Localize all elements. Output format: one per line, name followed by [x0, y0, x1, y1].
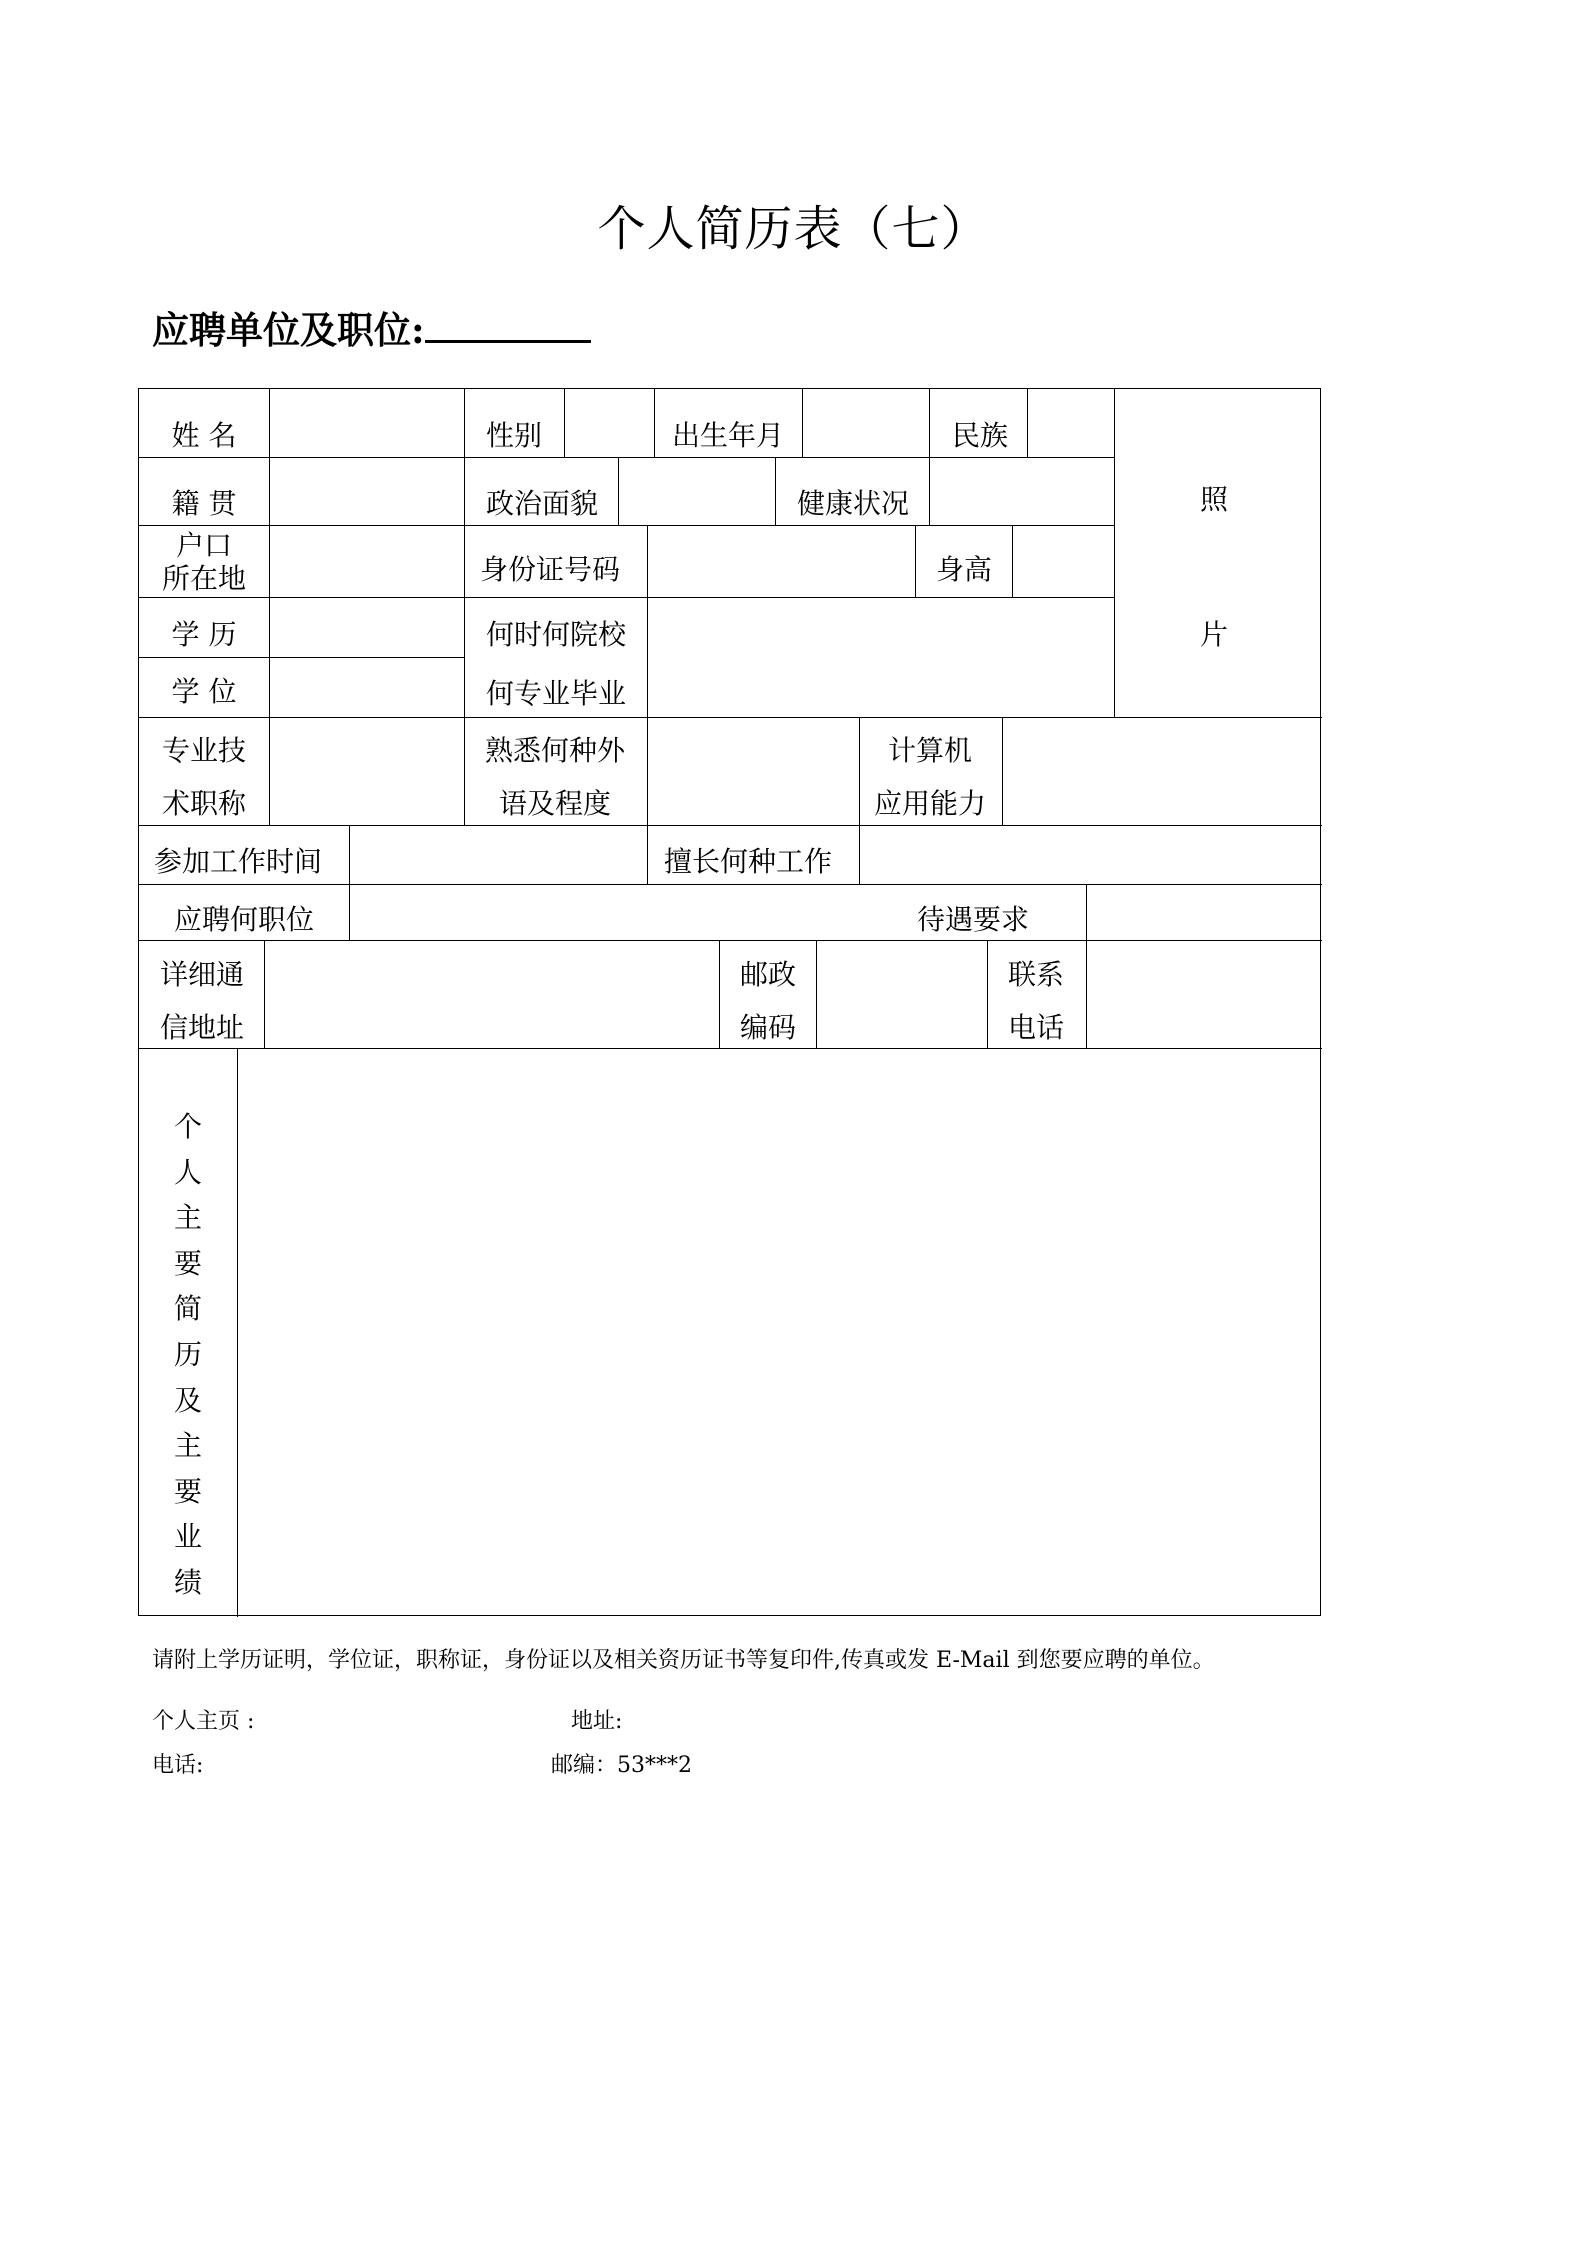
footer-homepage: 个人主页 :: [152, 1709, 255, 1734]
label-work-start: 参加工作时间: [154, 845, 323, 878]
ethnicity-field[interactable]: [1028, 390, 1113, 456]
col-divider: [647, 825, 648, 884]
footer-postcode: 邮编：53***2: [551, 1753, 692, 1778]
political-status-field[interactable]: [619, 458, 774, 524]
label-postal-1: 邮政: [739, 958, 797, 991]
col-divider: [719, 940, 720, 1048]
label-height: 身高: [936, 553, 993, 586]
contact-phone-field[interactable]: [1087, 941, 1320, 1047]
label-specialty: 擅长何种工作: [664, 845, 833, 878]
specialty-field[interactable]: [860, 826, 1320, 883]
label-address-2: 信地址: [159, 1011, 245, 1044]
label-gender: 性别: [486, 419, 543, 452]
label-photo-1: 照: [1199, 483, 1229, 516]
label-hukou-1: 户口: [175, 529, 233, 562]
label-language-1: 熟悉何种外: [484, 734, 626, 767]
resume-label-char: 主: [173, 1429, 202, 1463]
resume-label-char: 要: [173, 1474, 202, 1508]
label-school-1: 何时何院校: [486, 618, 627, 651]
page-title: 个人简历表（七）: [597, 201, 990, 257]
label-ethnicity: 民族: [952, 419, 1009, 452]
col-divider: [775, 457, 776, 525]
resume-label-char: 个: [173, 1110, 202, 1143]
applied-position-blank[interactable]: [425, 304, 591, 343]
resume-content-field[interactable]: [238, 1049, 1320, 1615]
height-field[interactable]: [1013, 526, 1113, 596]
label-hukou-2: 所在地: [161, 562, 247, 595]
resume-label-char: 主: [173, 1201, 202, 1235]
label-name: 姓 名: [171, 419, 237, 452]
label-resume-achievements: [168, 1104, 208, 1606]
label-salary: 待遇要求: [917, 903, 1030, 936]
language-field[interactable]: [648, 718, 858, 824]
label-computer-1: 计算机: [887, 734, 973, 767]
label-native-place: 籍 贯: [171, 487, 237, 520]
label-contact-2: 电话: [1007, 1011, 1065, 1044]
resume-form: [138, 388, 1321, 1616]
col-divider: [987, 940, 988, 1048]
work-start-field[interactable]: [350, 826, 646, 883]
native-place-field[interactable]: [270, 458, 463, 524]
resume-label-char: 历: [173, 1337, 202, 1371]
label-postal-2: 编码: [739, 1011, 797, 1044]
label-health: 健康状况: [797, 487, 910, 520]
degree-field[interactable]: [270, 658, 463, 716]
footer-phone: 电话:: [152, 1753, 204, 1778]
resume-label-char: 绩: [173, 1565, 202, 1599]
resume-label-char: 要: [173, 1246, 202, 1280]
applied-position-heading: [152, 300, 591, 354]
col-divider: [464, 389, 465, 825]
label-id-number: 身份证号码: [480, 553, 621, 586]
hukou-field[interactable]: [270, 526, 463, 596]
footer-address: 地址:: [571, 1709, 623, 1734]
label-position: 应聘何职位: [174, 903, 315, 936]
applied-position-label: 应聘单位及职位:: [152, 308, 425, 352]
label-title-2: 术职称: [161, 787, 247, 820]
label-language-2: 语及程度: [498, 787, 612, 820]
footer-note: 请附上学历证明，学位证，职称证，身份证以及相关资历证书等复印件,传真或发 E-Mail 到您要应聘的单位。: [152, 1648, 1215, 1673]
label-degree: 学 位: [171, 675, 237, 708]
col-divider: [929, 389, 930, 457]
label-contact-1: 联系: [1007, 958, 1065, 991]
postal-code-field[interactable]: [817, 941, 986, 1047]
label-political-status: 政治面貌: [486, 487, 599, 520]
label-computer-2: 应用能力: [873, 787, 987, 820]
label-photo-2: 片: [1199, 618, 1229, 651]
computer-skill-field[interactable]: [1003, 718, 1320, 824]
birth-field[interactable]: [803, 390, 928, 456]
resume-label-char: 业: [173, 1520, 202, 1554]
professional-title-field[interactable]: [270, 718, 463, 824]
health-field[interactable]: [930, 458, 1113, 524]
photo-area[interactable]: [1115, 390, 1320, 716]
gender-field[interactable]: [565, 390, 653, 456]
col-divider: [915, 525, 916, 597]
id-number-field[interactable]: [648, 526, 914, 596]
education-field[interactable]: [270, 598, 463, 656]
resume-label-char: 及: [173, 1383, 202, 1417]
label-birth: 出生年月: [672, 419, 785, 452]
salary-field[interactable]: [1087, 885, 1320, 939]
resume-label-char: 人: [173, 1155, 202, 1189]
label-title-1: 专业技: [161, 734, 247, 767]
school-field[interactable]: [648, 598, 1113, 716]
address-field[interactable]: [265, 941, 718, 1047]
label-education: 学 历: [171, 618, 237, 651]
col-divider: [654, 389, 655, 457]
resume-label-char: 简: [173, 1292, 202, 1326]
label-address-1: 详细通: [159, 958, 245, 991]
label-school-2: 何专业毕业: [486, 677, 627, 710]
position-field[interactable]: [350, 885, 858, 939]
name-field[interactable]: [270, 390, 463, 456]
